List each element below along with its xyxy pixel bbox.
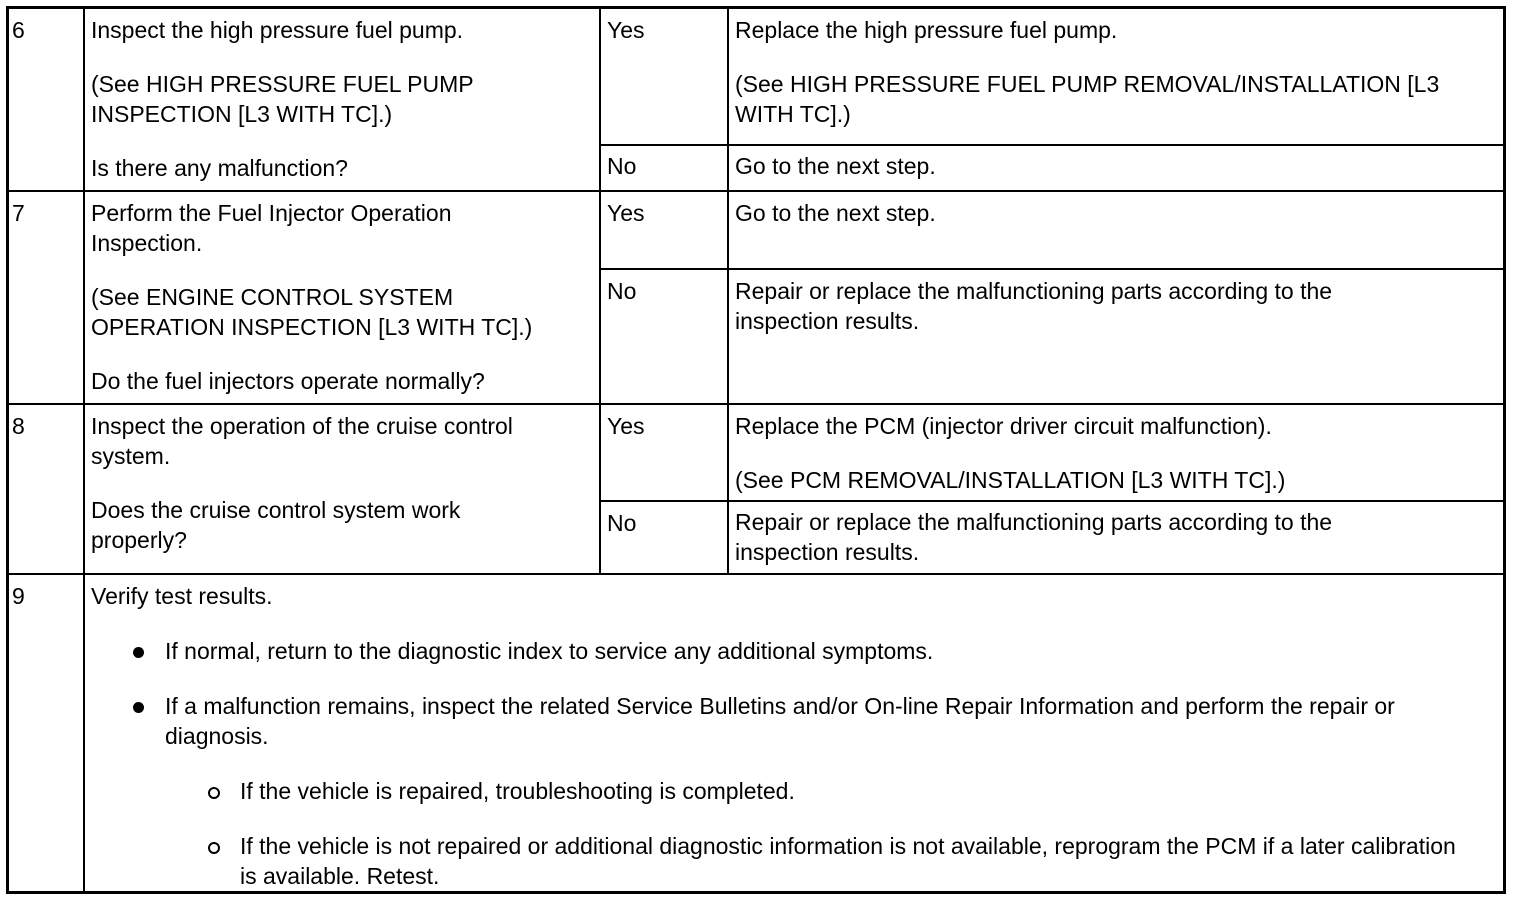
question-text: Is there any malfunction?: [91, 155, 348, 181]
result-text: Replace the high pressure fuel pump.: [735, 17, 1118, 43]
step-action: [85, 405, 599, 573]
action-text: Inspect the operation of the cruise control system.: [91, 413, 513, 469]
sub-bullet-item: If the vehicle is not repaired or additional diagnostic information is not available, reprogram the PCM if a later calibration is available. Retest.: [240, 831, 1470, 891]
result-text: Repair or replace the malfunctioning parts according to the inspection results.: [735, 509, 1333, 565]
yes-label: Yes: [607, 17, 645, 43]
no-result: [729, 270, 1503, 403]
bullet-item: If a malfunction remains, inspect the related Service Bulletins and/or On-line Repair Information and perform the repair or diagnosis.: [165, 691, 1485, 751]
question-text: Do the fuel injectors operate normally?: [91, 368, 485, 394]
step-number: 6: [12, 17, 25, 43]
action-text: Inspect the high pressure fuel pump.: [91, 17, 464, 43]
reference-link[interactable]: (See HIGH PRESSURE FUEL PUMP INSPECTION [L3 WITH TC].): [91, 71, 474, 127]
final-step-body: [85, 575, 1503, 891]
question-text: Does the cruise control system work properly?: [91, 497, 461, 553]
result-text: Repair or replace the malfunctioning parts according to the inspection results.: [735, 278, 1333, 334]
no-label: No: [607, 153, 637, 179]
reference-link[interactable]: (See PCM REMOVAL/INSTALLATION [L3 WITH TC].): [735, 467, 1286, 493]
step-action: [85, 9, 599, 190]
result-text: Go to the next step.: [735, 200, 936, 226]
result-text: Go to the next step.: [735, 153, 936, 179]
troubleshooting-table: [6, 6, 1506, 894]
yes-result: [729, 192, 1503, 268]
step-title: Verify test results.: [91, 583, 273, 609]
reference-link[interactable]: (See HIGH PRESSURE FUEL PUMP REMOVAL/INSTALLATION [L3 WITH TC].): [735, 71, 1440, 127]
yes-label: Yes: [607, 200, 645, 226]
yes-label: Yes: [607, 413, 645, 439]
no-label: No: [607, 510, 637, 536]
step-number: 7: [12, 200, 25, 226]
no-label: No: [607, 278, 637, 304]
yes-result: [729, 405, 1503, 500]
action-text: Perform the Fuel Injector Operation Inspection.: [91, 200, 452, 256]
no-result: [729, 146, 1503, 190]
bullet-item: If normal, return to the diagnostic index to service any additional symptoms.: [165, 636, 1485, 666]
sub-bullet-item: If the vehicle is repaired, troubleshooting is completed.: [240, 776, 1470, 806]
result-text: Replace the PCM (injector driver circuit malfunction).: [735, 413, 1272, 439]
reference-link[interactable]: (See ENGINE CONTROL SYSTEM OPERATION INSPECTION [L3 WITH TC].): [91, 284, 533, 340]
yes-result: [729, 9, 1503, 144]
step-number: 8: [12, 413, 25, 439]
no-result: [729, 502, 1503, 573]
step-number: 9: [12, 583, 25, 609]
step-action: [85, 192, 599, 403]
